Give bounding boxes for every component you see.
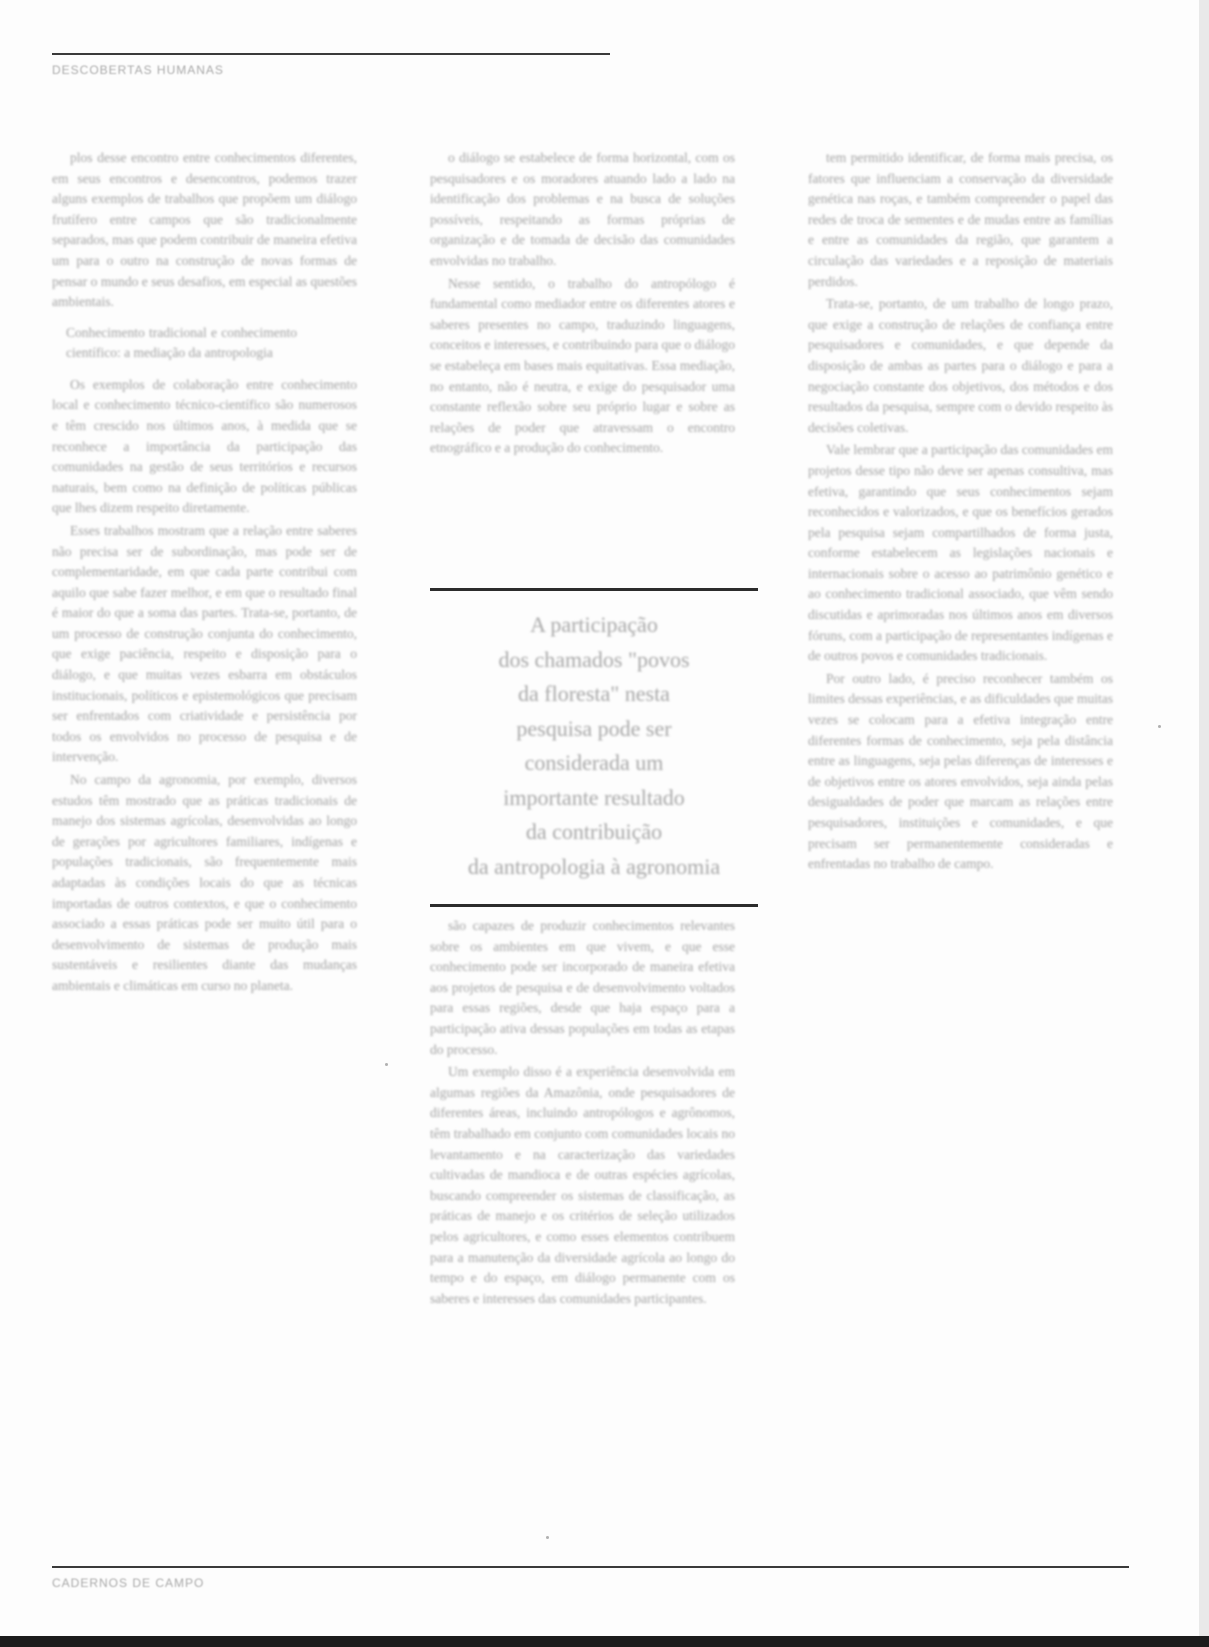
footer-rule	[52, 1566, 1129, 1568]
paragraph: Esses trabalhos mostram que a relação entre saberes não precisa ser de subordinação, mas pode ser de complementaridade, em que cada parte contribui com aquilo que sabe fazer melhor, e em que o resultado final é maior do que a soma das partes. Trata-se, portanto, de um processo de construção conjunta do conhecimento, que exige paciência, respeito e disposição para o diálogo, e que muitas vezes esbarra em obstáculos institucionais, políticos e epistemológicos que precisam ser enfrentados com criatividade e persistência por todos os envolvidos no processo de pesquisa e de intervenção.	[52, 522, 357, 765]
pullquote-line: considerada um	[524, 750, 664, 775]
footer-text: CADERNOS DE CAMPO	[52, 1576, 205, 1590]
scan-edge	[1199, 0, 1209, 1647]
pullquote-rule-bottom	[430, 904, 758, 907]
pullquote-line: da antropologia à agronomia	[467, 853, 721, 879]
paragraph: No campo da agronomia, por exemplo, diversos estudos têm mostrado que as práticas tradicionais de manejo dos sistemas agrícolas, desenvolvidas ao longo de gerações por agricultores familiares, indígenas e populações tradicionais, são frequentemente mais adaptadas às condições locais do que as técnicas importadas de outros contextos, e que o conhecimento associado a essas práticas pode ser muito útil para o desenvolvimento de sistemas de produção mais sustentáveis e resilientes diante das mudanças ambientais e climáticas em curso no planeta.	[52, 772, 357, 993]
section-subhead: Conhecimento tradicional e conhecimento científico: a mediação da antropologia	[66, 324, 297, 360]
paragraph: são capazes de produzir conhecimentos relevantes sobre os ambientes em que vivem, e que esse conhecimento pode ser incorporado de maneira efetiva aos projetos de pesquisa e de desenvolvimento voltados para essas regiões, desde que haja espaço para a participação ativa dessas populações em todas as etapas do processo.	[430, 918, 735, 1057]
paragraph: Um exemplo disso é a experiência desenvolvida em algumas regiões da Amazônia, onde pesquisadores de diferentes áreas, incluindo antropólogos e agrônomos, têm trabalhado em conjunto com comunidades locais no levantamento e na caracterização das variedades cultivadas de mandioca e de outras espécies agrícolas, buscando compreender os sistemas de classificação, as práticas de manejo e os critérios de seleção utilizados pelos agricultores, e como esses elementos contribuem para a manutenção da diversidade agrícola ao longo do tempo e do espaço, em diálogo permanente com os saberes e interesses das comunidades participantes.	[430, 1064, 735, 1306]
text-column-1	[52, 148, 357, 1528]
paragraph: Os exemplos de colaboração entre conhecimento local e conhecimento técnico-científico são numerosos e têm crescido nos últimos anos, à medida que se reconhece a importância da participação das comunidades na gestão de seus territórios e recursos naturais, bem como na definição de políticas públicas que lhes dizem respeito diretamente.	[52, 376, 357, 516]
pullquote	[430, 608, 758, 898]
paragraph: Nesse sentido, o trabalho do antropólogo é fundamental como mediador entre os diferentes atores e saberes presentes no campo, traduzindo linguagens, conceitos e interesses, e contribuindo para que o diálogo se estabeleça em bases mais equitativas. Essa mediação, no entanto, não é neutra, e exige do pesquisador uma constante reflexão sobre seu próprio lugar e sobre as relações de poder que atravessam o encontro etnográfico e a produção do conhecimento.	[430, 275, 735, 456]
scan-bottom-band	[0, 1636, 1209, 1647]
scan-speck	[546, 1536, 549, 1539]
pullquote-rule-top	[430, 588, 758, 591]
paragraph: o diálogo se estabelece de forma horizontal, com os pesquisadores e os moradores atuando lado a lado na identificação dos problemas e na busca de soluções possíveis, respeitando as formas próprias de organização e de tomada de decisão das comunidades envolvidas no trabalho.	[430, 150, 735, 268]
text-column-3	[808, 148, 1113, 1528]
paragraph: tem permitido identificar, de forma mais precisa, os fatores que influenciam a conservação da diversidade genética nas roças, e também compreender o papel das redes de troca de sementes e de mudas entre as famílias e entre as comunidades da região, que garantem a circulação das variedades e a reposição de materiais perdidos.	[808, 150, 1113, 289]
pullquote-line: da contribuição	[525, 819, 663, 844]
header-rule	[52, 53, 610, 55]
pullquote-line: importante resultado	[503, 784, 685, 810]
scan-speck	[385, 1063, 388, 1066]
paragraph: Vale lembrar que a participação das comunidades em projetos desse tipo não deve ser apenas consultiva, mas efetiva, garantindo que seus conhecimentos sejam reconhecidos e valorizados, e que os benefícios gerados pela pesquisa sejam compartilhados de forma justa, conforme estabelecem as legislações nacionais e internacionais sobre o acesso ao patrimônio genético e ao conhecimento tradicional associado, que vêm sendo discutidas e aprimoradas nos últimos anos em diversos fóruns, com a participação de representantes indígenas e de outros povos e comunidades tradicionais.	[808, 442, 1113, 664]
pullquote-line: pesquisa pode ser	[516, 715, 672, 741]
paragraph: Trata-se, portanto, de um trabalho de longo prazo, que exige a construção de relações de confiança entre pesquisadores e comunidades, e que depende da disposição de ambas as partes para o diálogo e para a negociação constante dos objetivos, dos métodos e dos resultados da pesquisa, sempre com o devido respeito às decisões coletivas.	[808, 296, 1113, 435]
pullquote-line: A participação	[530, 612, 658, 637]
paragraph: plos desse encontro entre conhecimentos diferentes, em seus encontros e desencontros, podemos trazer alguns exemplos de trabalhos que propõem um diálogo frutífero entre campos que são tradicionalmente separados, mas que podem contribuir de maneira efetiva um para o outro na construção de novas formas de pensar o mundo e seus desafios, em especial as questões ambientais.	[52, 150, 357, 310]
paragraph: Por outro lado, é preciso reconhecer também os limites dessas experiências, e as dificuldades que muitas vezes se colocam para a efetiva integração entre diferentes formas de conhecimento, seja pela distância entre as linguagens, seja pelas diferenças de interesses e de objetivos entre os atores envolvidos, seja ainda pelas desigualdades de poder que marcam as relações entre pesquisadores, instituições e comunidades, e que precisam ser permanentemente consideradas e enfrentadas no trabalho de campo.	[808, 670, 1113, 872]
pullquote-line: dos chamados "povos	[498, 646, 690, 672]
scan-speck	[1158, 725, 1161, 728]
pullquote-line: da floresta" nesta	[518, 681, 670, 706]
text-column-2-top	[430, 148, 735, 576]
text-column-2-bottom	[430, 916, 735, 1528]
running-head: DESCOBERTAS HUMANAS	[52, 63, 224, 77]
